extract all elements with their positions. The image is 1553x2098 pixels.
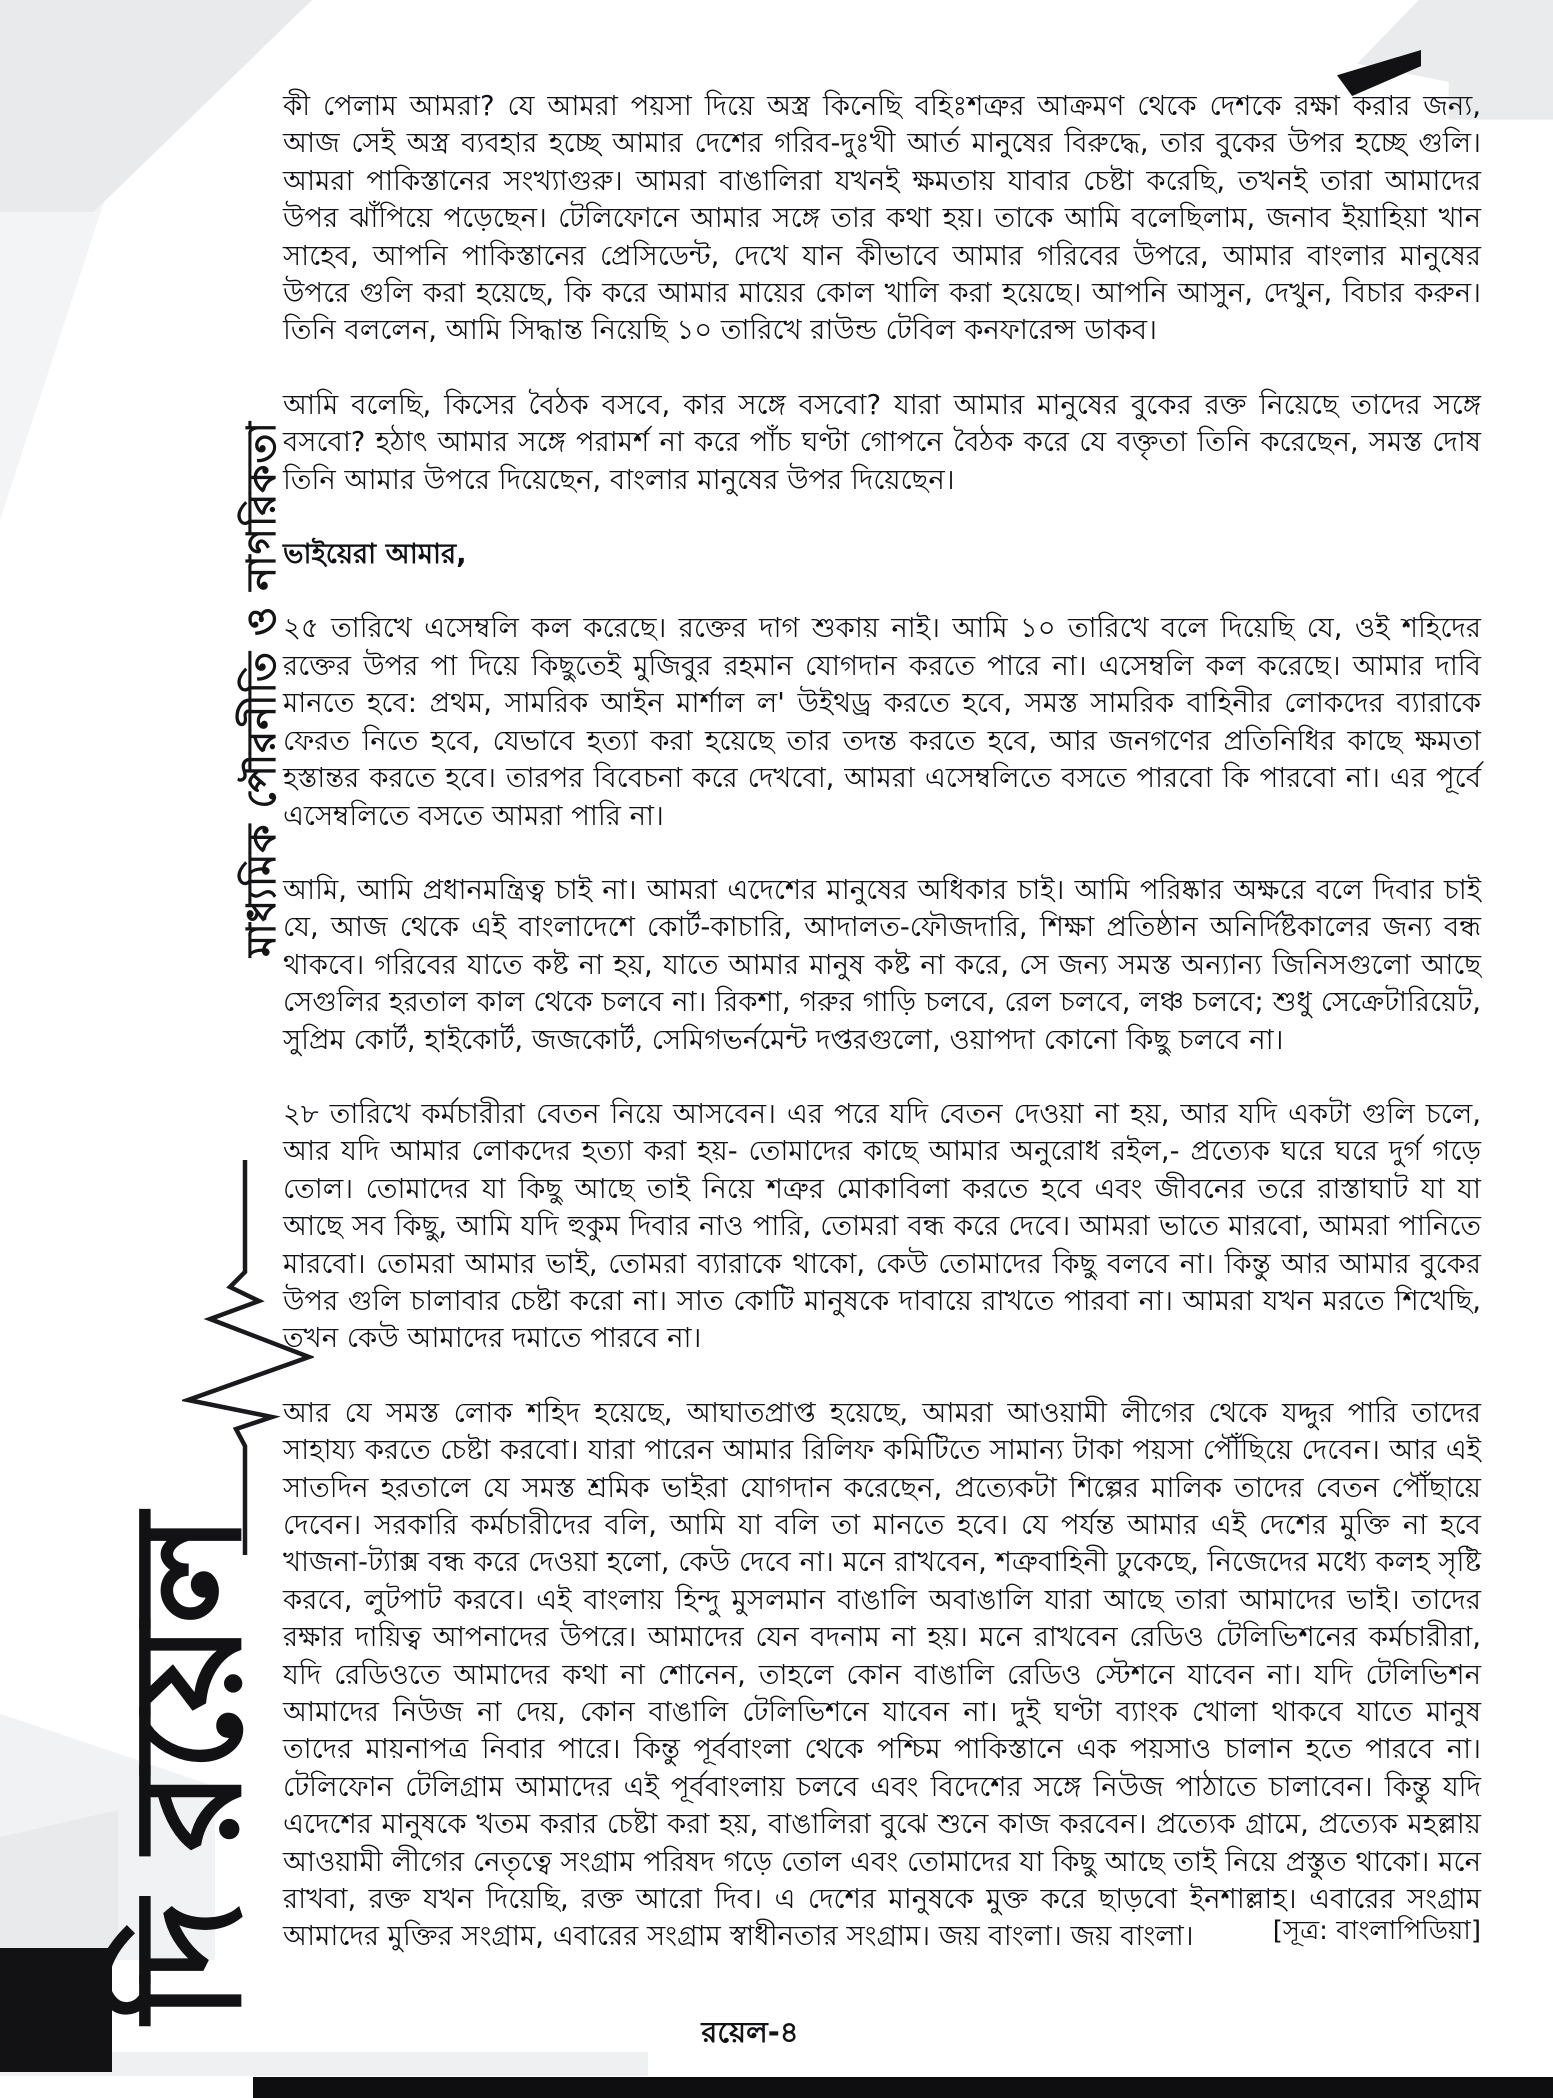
speech-paragraph-6: আর যে সমস্ত লোক শহিদ হয়েছে, আঘাতপ্রাপ্ত হয়েছে, আমরা আওয়ামী লীগের থেকে যদ্দুর পারি তাদের সাহায্য করতে চেষ্টা করবো। যারা পারেন আমার রিলিফ কমিটিতে সামান্য টাকা পয়সা পৌঁছিয়ে দেবেন। আর এই সাতদিন হরতালে যে সমস্ত শ্রমিক ভাইরা যোগদান করেছেন, প্রত্যেকটা শিল্পের মালিক তাদের বেতন পৌঁছায়ে দেবেন। সরকারি কর্মচারীদের বলি, আমি যা বলি তা মানতে হবে। যে পর্যন্ত আমার এই দেশের মুক্তি না হবে খাজনা-ট্যাক্স বন্ধ করে দেওয়া হলো, কেউ দেবে না। মনে রাখবেন, শত্রুবাহিনী ঢুকেছে, নিজেদের মধ্যে কলহ সৃষ্টি করবে, লুটপাট করবে। এই বাংলায় হিন্দু মুসলমান বাঙালি অবাঙালি যারা আছে তারা আমাদের ভাই। তাদের রক্ষার দায়িত্ব আপনাদের উপরে। আমাদের যেন বদনাম না হয়। মনে রাখবেন রেডিও টেলিভিশনের কর্মচারীরা, যদি রেডিওতে আমাদের কথা না শোনেন, তাহলে কোন বাঙালি রেডিও স্টেশনে যাবেন না। যদি টেলিভিশন আমাদের নিউজ না দেয়, কোন বাঙালি টেলিভিশনে যাবেন না। দুই ঘণ্টা ব্যাংক খোলা থাকবে যাতে মানুষ তাদের মায়নাপত্র নিবার পারে। কিন্তু পূর্ববাংলা থেকে পশ্চিম পাকিস্তানে এক পয়সাও চালান হতে পারবে না। টেলিফোন টেলিগ্রাম আমাদের এই পূর্ববাংলায় চলবে এবং বিদেশের সঙ্গে নিউজ পাঠাতে চালাবেন। কিন্তু যদি এদেশের মানুষকে খতম করার চেষ্টা করা হয়, বাঙালিরা বুঝে শুনে কাজ করবেন। প্রত্যেক গ্রামে, প্রত্যেক মহল্লায় আওয়ামী লীগের নেতৃত্বে সংগ্রাম পরিষদ গড়ে তোল এবং তোমাদের যা কিছু আছে তাই নিয়ে প্রস্তুত থাকো। মনে রাখবা, রক্ত যখন দিয়েছি, রক্ত আরো দিব। এ দেশের মানুষকে মুক্ত করে ছাড়বো ইনশাল্লাহ। এবারের সংগ্রাম আমাদের মুক্তির সংগ্রাম, এবারের সংগ্রাম স্বাধীনতার সংগ্রাম। জয় বাংলা। জয় বাংলা। bbox=[283, 1396, 1481, 1953]
speech-paragraph-2: আমি বলেছি, কিসের বৈঠক বসবে, কার সঙ্গে বসবো? যারা আমার মানুষের বুকের রক্ত নিয়েছে তাদের সঙ্গে বসবো? হঠাৎ আমার সঙ্গে পরামর্শ না করে পাঁচ ঘণ্টা গোপনে বৈঠক করে যে বক্তৃতা তিনি করেছেন, সমস্ত দোষ তিনি আমার উপরে দিয়েছেন, বাংলার মানুষের উপর দিয়েছেন। bbox=[283, 388, 1481, 496]
section-heading: ভাইয়েরা আমার, bbox=[283, 538, 467, 571]
speech-body bbox=[283, 88, 1481, 1956]
page-number-label: রয়েল-৪ bbox=[701, 2015, 799, 2049]
corner-decor-top-left-gray bbox=[0, 0, 312, 212]
last-paragraph-block bbox=[283, 1395, 1481, 1956]
source-citation: [সূত্র: বাংলাপিডিয়া] bbox=[1272, 1915, 1481, 1946]
speech-paragraph-1: কী পেলাম আমরা? যে আমরা পয়সা দিয়ে অস্ত্র কিনেছি বহিঃশত্রুর আক্রমণ থেকে দেশকে রক্ষা করার জন্য, আজ সেই অস্ত্র ব্যবহার হচ্ছে আমার দেশের গরিব-দুঃখী আর্ত মানুষের বিরুদ্ধে, তার বুকের উপর হচ্ছে গুলি। আমরা পাকিস্তানের সংখ্যাগুরু। আমরা বাঙালিরা যখনই ক্ষমতায় যাবার চেষ্টা করেছি, তখনই তারা আমাদের উপর ঝাঁপিয়ে পড়েছেন। টেলিফোনে আমার সঙ্গে তার কথা হয়। তাকে আমি বলেছিলাম, জনাব ইয়াহিয়া খান সাহেব, আপনি পাকিস্তানের প্রেসিডেন্ট, দেখে যান কীভাবে আমার গরিবের উপরে, আমার বাংলার মানুষের উপরে গুলি করা হয়েছে, কি করে আমার মায়ের কোল খালি করা হয়েছে। আপনি আসুন, দেখুন, বিচার করুন। তিনি বললেন, আমি সিদ্ধান্ত নিয়েছি ১০ তারিখে রাউন্ড টেবিল কনফারেন্স ডাকব। bbox=[283, 90, 1481, 347]
footer-black-bar bbox=[253, 2077, 1553, 2098]
publisher-logo: দি রয়েল bbox=[101, 1515, 275, 2022]
speech-paragraph-4: আমি, আমি প্রধানমন্ত্রিত্ব চাই না। আমরা এদেশের মানুষের অধিকার চাই। আমি পরিষ্কার অক্ষরে বলে দিবার চাই যে, আজ থেকে এই বাংলাদেশে কোর্ট-কাচারি, আদালত-ফৌজদারি, শিক্ষা প্রতিষ্ঠান অনির্দিষ্টকালের জন্য বন্ধ থাকবে। গরিবের যাতে কষ্ট না হয়, যাতে আমার মানুষ কষ্ট না করে, সে জন্য সমস্ত অন্যান্য জিনিসগুলো আছে সেগুলির হরতাল কাল থেকে চলবে না। রিকশা, গরুর গাড়ি চলবে, রেল চলবে, লঞ্চ চলবে; শুধু সেক্রেটারিয়েট, সুপ্রিম কোর্ট, হাইকোর্ট, জজকোর্ট, সেমিগভর্নমেন্ট দপ্তরগুলো, ওয়াপদা কোনো কিছু চলবে না। bbox=[283, 873, 1481, 1056]
speech-paragraph-5: ২৮ তারিখে কর্মচারীরা বেতন নিয়ে আসবেন। এর পরে যদি বেতন দেওয়া না হয়, আর যদি একটা গুলি চলে, আর যদি আমার লোকদের হত্যা করা হয়- তোমাদের কাছে আমার অনুরোধ রইল,- প্রত্যেক ঘরে ঘরে দুর্গ গড়ে তোল। তোমাদের যা কিছু আছে তাই নিয়ে শত্রুর মোকাবিলা করতে হবে এবং জীবনের তরে রাস্তাঘাট যা যা আছে সব কিছু, আমি যদি হুকুম দিবার নাও পারি, তোমরা বন্ধ করে দেবে। আমরা ভাতে মারবো, আমরা পানিতে মারবো। তোমরা আমার ভাই, তোমরা ব্যারাকে থাকো, কেউ তোমাদের কিছু বলবে না। কিন্তু আর আমার বুকের উপর গুলি চালাবার চেষ্টা করো না। সাত কোটি মানুষকে দাবায়ে রাখতে পারবা না। আমরা যখন মরতে শিখেছি, তখন কেউ আমাদের দমাতে পারবে না। bbox=[283, 1097, 1481, 1355]
vertical-subject-title: মাধ্যমিক পৌরনীতি ও নাগরিকতা bbox=[239, 420, 285, 958]
speech-paragraph-3: ২৫ তারিখে এসেম্বলি কল করেছে। রক্তের দাগ শুকায় নাই। আমি ১০ তারিখে বলে দিয়েছি যে, ওই শহিদের রক্তের উপর পা দিয়ে কিছুতেই মুজিবুর রহমান যোগদান করতে পারে না। এসেম্বলি কল করেছে। আমার দাবি মানতে হবে: প্রথম, সামরিক আইন মার্শাল ল' উইথড্র করতে হবে, সমস্ত সামরিক বাহিনীর লোকদের ব্যারাকে ফেরত নিতে হবে, যেভাবে হত্যা করা হয়েছে তার তদন্ত করতে হবে, আর জনগণের প্রতিনিধির কাছে ক্ষমতা হস্তান্তর করতে হবে। তারপর বিবেচনা করে দেখবো, আমরা এসেম্বলিতে বসতে পারবো কি পারবো না। এর পূর্বে এসেম্বলিতে বসতে আমরা পারি না। bbox=[283, 612, 1481, 832]
